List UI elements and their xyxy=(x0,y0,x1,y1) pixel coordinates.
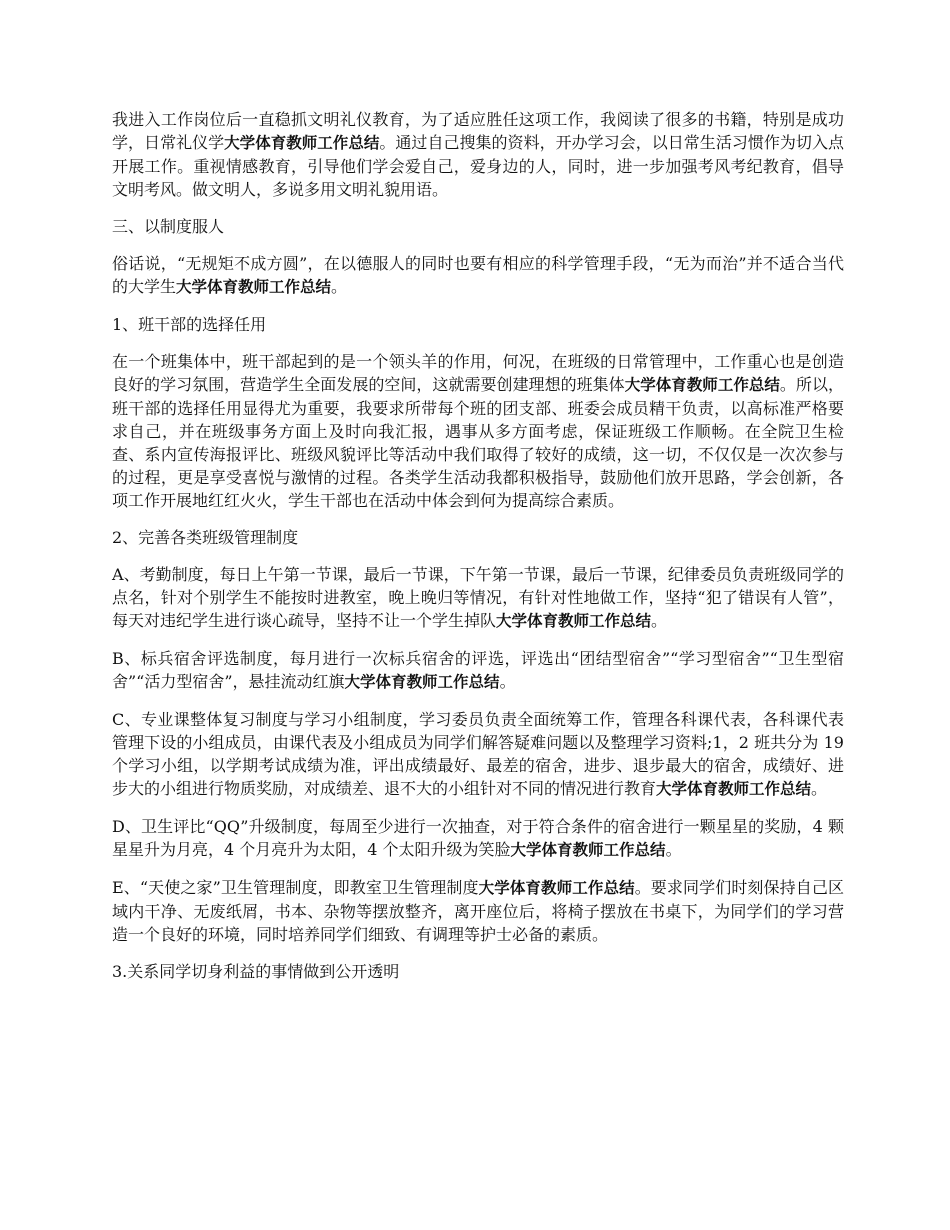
keyword-bold: 大学体育教师工作总结 xyxy=(344,673,500,691)
paragraph-angel-home xyxy=(112,876,844,946)
text-run: 在一个班集体中，班干部起到的是一个领头羊的作用，何况，在班级的日常管理中，工作重心也是创造良好的学习氛围，营造学生全面发展的空间，这就需要创建理想的班集体 xyxy=(112,352,844,394)
text-run: 。 xyxy=(651,611,668,630)
keyword-bold: 大学体育教师工作总结 xyxy=(624,376,780,394)
text-run: A、考勤制度，每日上午第一节课，最后一节课，下午第一节课，最后一节课，纪律委员负责班级同学的点名，针对个别学生不能按时进教室，晚上晚归等情况，有针对性地做工作，坚持“犯了错误有人管”，每天对违纪学生进行谈心疏导，坚持不让一个学生掉队 xyxy=(112,565,844,630)
text-run: D、卫生评比“QQ”升级制度，每周至少进行一次抽查，对于符合条件的宿舍进行一颗星星的奖励，4 颗星星升为月亮，4 个月亮升为太阳，4 个太阳升级为笑脸 xyxy=(112,817,844,859)
text-run: 。 xyxy=(331,277,348,296)
text-run: B、标兵宿舍评选制度，每月进行一次标兵宿舍的评选，评选出“团结型宿舍”“学习型宿舍”“卫生型宿舍”“活力型宿舍”，悬挂流动红旗 xyxy=(112,649,844,691)
paragraph-hygiene-qq xyxy=(112,815,844,862)
text-run: 。通过自己搜集的资料，开办学习会，以日常生活习惯作为切入点开展工作。重视情感教育，引导他们学会爱自己，爱身边的人，同时，进一步加强考风考纪教育，倡导文明考风。做文明人，多说多用文明礼貌用语。 xyxy=(112,133,844,199)
paragraph-dormitory xyxy=(112,647,844,694)
text-run: 。要求同学们时刻保持自己区域内干净、无废纸屑，书本、杂物等摆放整齐，离开座位后，将椅子摆放在书桌下，为同学们的学习营造一个良好的环境，同时培养同学们细致、有调理等护士必备的素质。 xyxy=(112,878,844,944)
heading-text: 三、以制度服人 xyxy=(112,217,225,236)
keyword-bold: 大学体育教师工作总结 xyxy=(224,134,380,152)
paragraph-attendance xyxy=(112,563,844,633)
heading-text: 1、班干部的选择任用 xyxy=(112,315,267,334)
paragraph-etiquette xyxy=(112,108,844,201)
keyword-bold: 大学体育教师工作总结 xyxy=(496,612,652,630)
keyword-bold: 大学体育教师工作总结 xyxy=(656,780,812,798)
document-body xyxy=(112,108,844,997)
paragraph-study-groups xyxy=(112,708,844,801)
text-run: 。所以，班干部的选择任用显得尤为重要，我要求所带每个班的团支部、班委会成员精干负责，以高标准严格要求自己，并在班级事务方面上及时向我汇报，遇事从多方面考虑，保证班级工作顺畅。在全院卫生检查、系内宣传海报评比、班级风貌评比等活动中我们取得了较好的成绩，这一切，不仅仅是一次次参与的过程，更是享受喜悦与激情的过程。各类学生活动我都积极指导，鼓励他们放开思路，学会创新，各项工作开展地红红火火，学生干部也在活动中体会到何为提高综合素质。 xyxy=(112,375,844,510)
text-run: 。 xyxy=(499,672,516,691)
section-heading-transparency xyxy=(112,960,844,983)
text-run: 。 xyxy=(811,779,828,798)
paragraph-proverb xyxy=(112,252,844,299)
keyword-bold: 大学体育教师工作总结 xyxy=(478,879,635,897)
text-run: C、专业课整体复习制度与学习小组制度，学习委员负责全面统筹工作，管理各科课代表，各科课代表管理下设的小组成员，由课代表及小组成员为同学们解答疑难问题以及整理学习资料;1，2 班共分为 19 个学习小组，以学期考试成绩为准，评出成绩最好、最差的宿舍，进步、退步最大的宿舍，成绩好、进步大的小组进行物质奖励，对成绩差、退不大的小组针对不同的情况进行教育 xyxy=(112,710,844,798)
heading-text: 3.关系同学切身利益的事情做到公开透明 xyxy=(112,962,400,981)
text-run: 俗话说，“无规矩不成方圆”，在以德服人的同时也要有相应的科学管理手段，“无为而治”并不适合当代的大学生 xyxy=(112,254,844,296)
keyword-bold: 大学体育教师工作总结 xyxy=(176,278,332,296)
section-heading-rules xyxy=(112,215,844,238)
section-heading-cadre xyxy=(112,313,844,336)
paragraph-cadre xyxy=(112,350,844,512)
text-run: 我进入工作岗位后一直稳抓文明礼仪教育，为了适应胜任这项工作，我阅读了很多的书籍，特别是成功学，日常礼仪学 xyxy=(112,110,844,152)
text-run: 。 xyxy=(665,840,682,859)
keyword-bold: 大学体育教师工作总结 xyxy=(510,841,666,859)
text-run: E、“天使之家”卫生管理制度，即教室卫生管理制度 xyxy=(112,878,479,897)
heading-text: 2、完善各类班级管理制度 xyxy=(112,528,299,547)
section-heading-management xyxy=(112,526,844,549)
